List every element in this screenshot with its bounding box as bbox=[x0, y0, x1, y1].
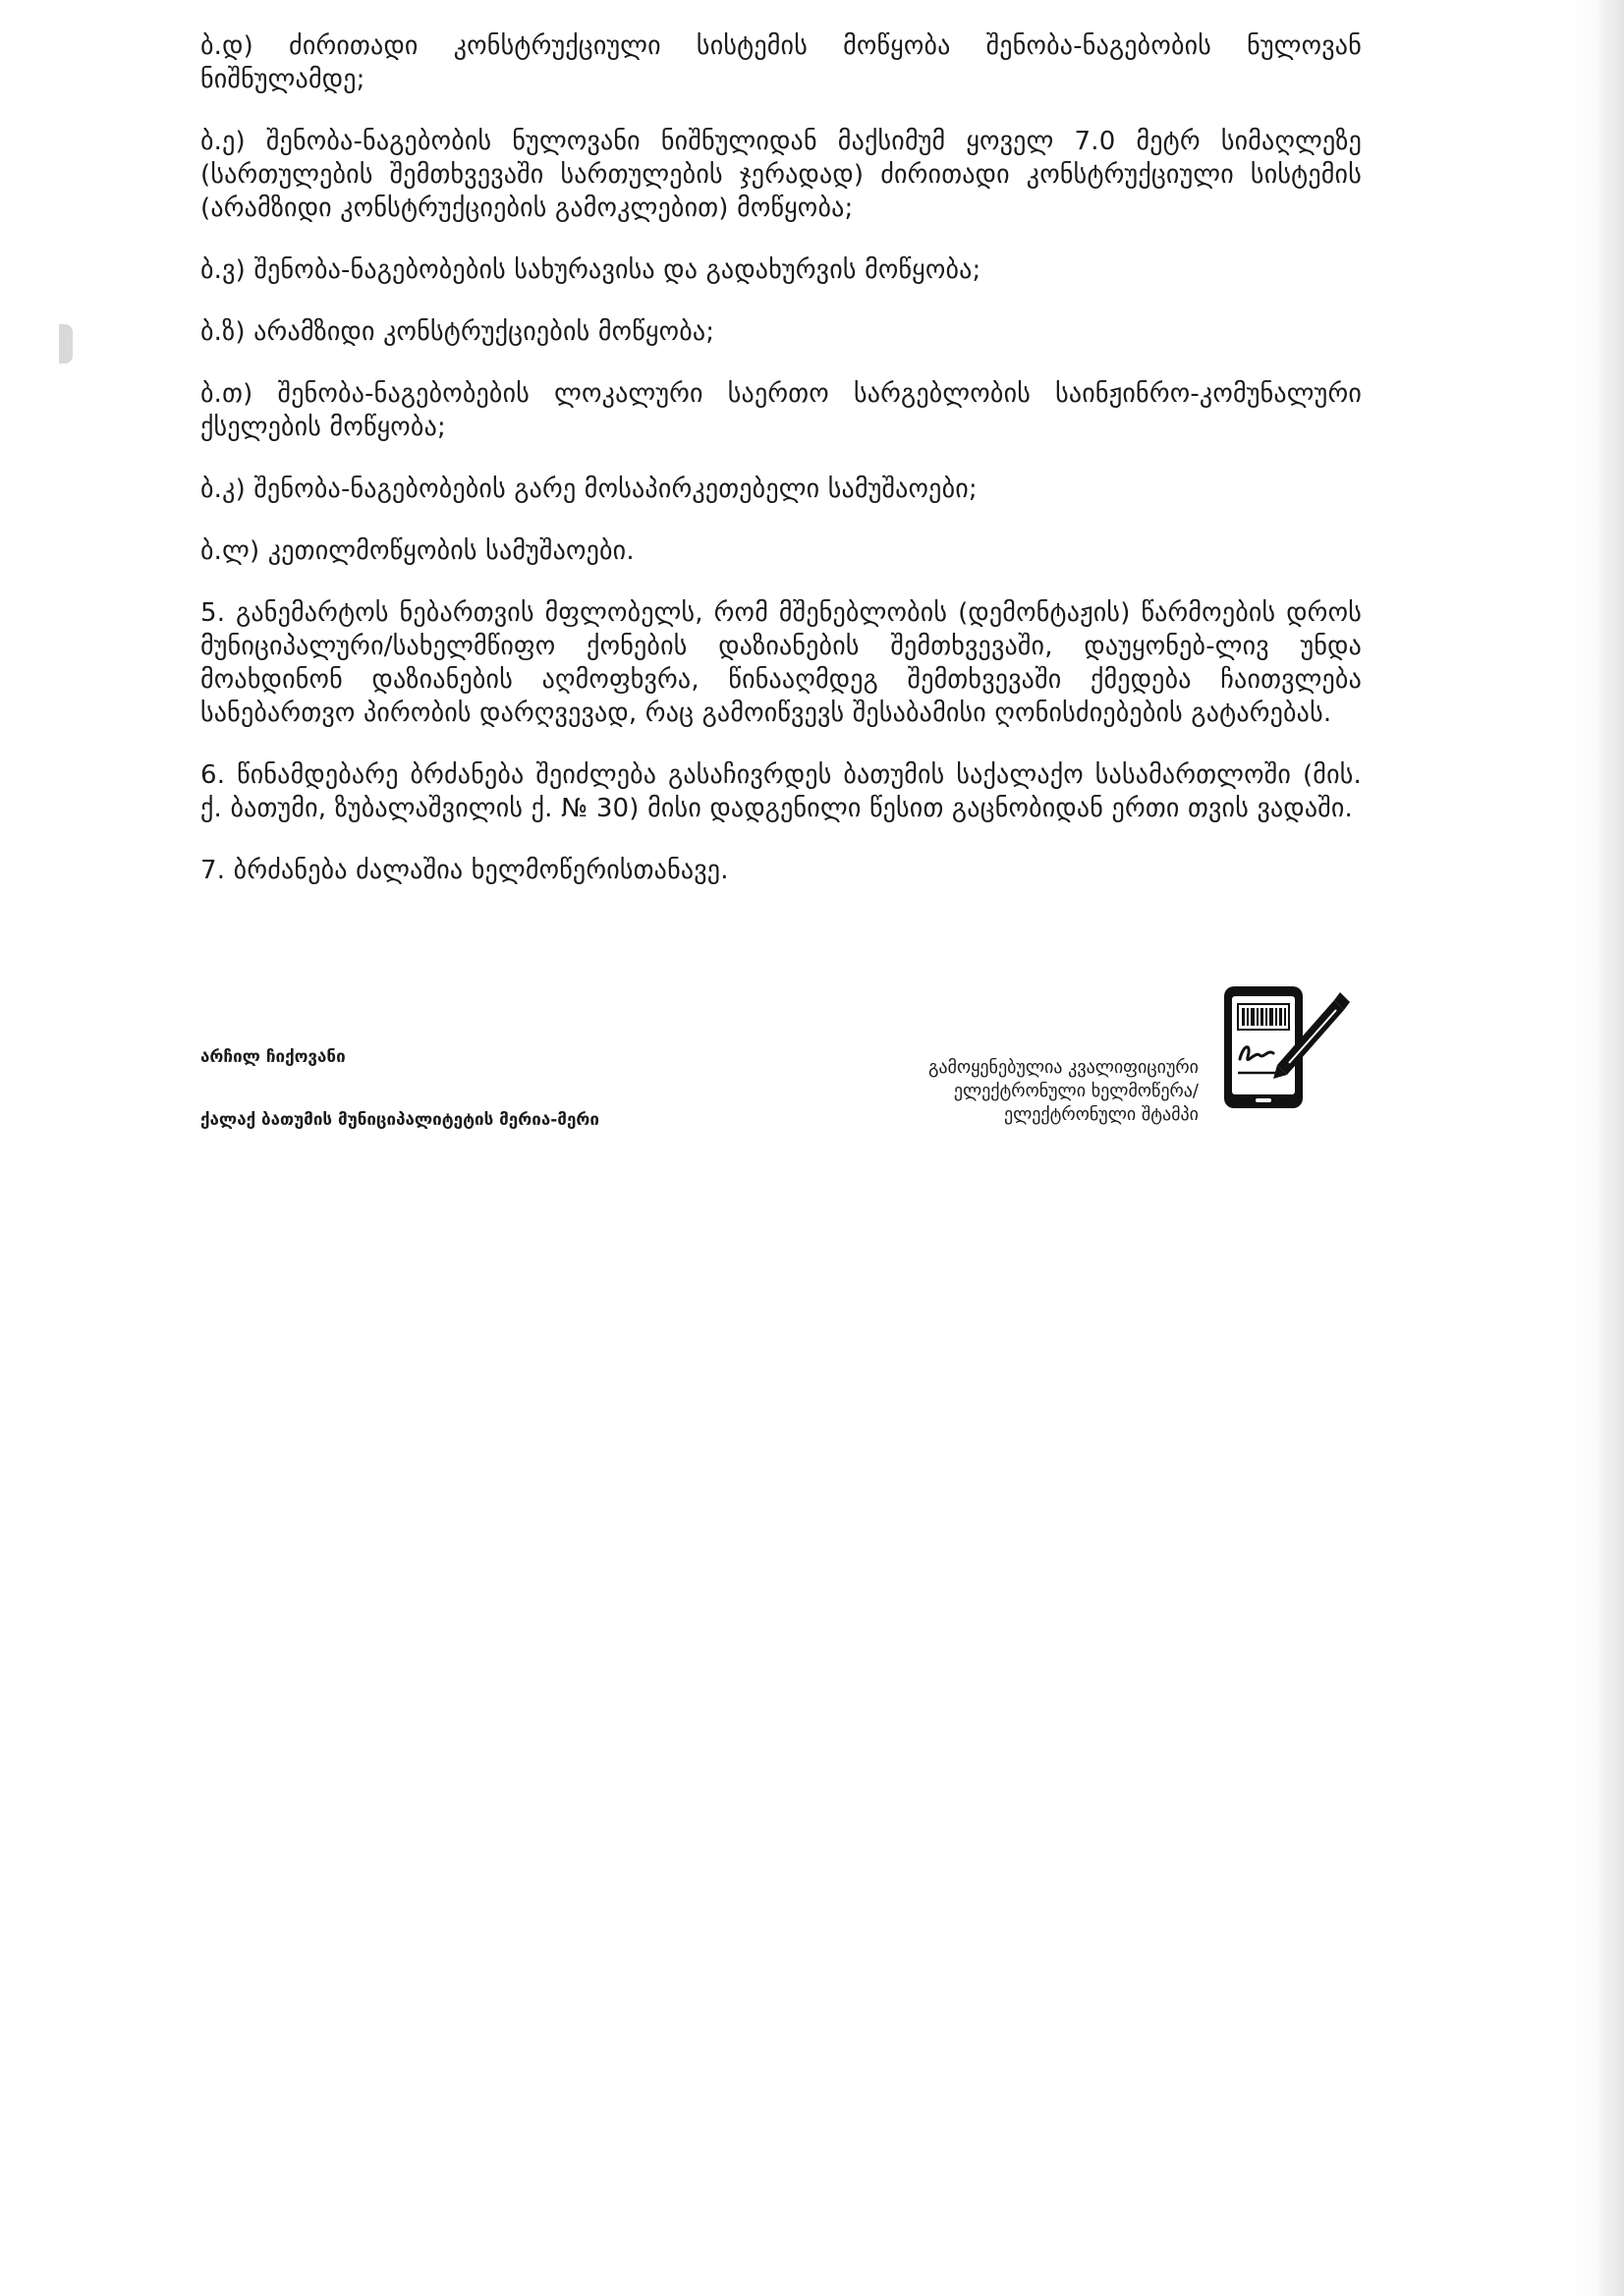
paragraph-b-e: ბ.ე) შენობა-ნაგებობის ნულოვანი ნიშნულიდან მაქსიმუმ ყოველ 7.0 მეტრ სიმაღლეზე (სართულების შემთხვევაში სართულების ჯერადად) ძირითადი კონსტრუქციული სისტემის (არამზიდი კონსტრუქციების გამოკლებით) მოწყობა; bbox=[200, 127, 1362, 223]
paragraph-b-k: ბ.კ) შენობა-ნაგებობების გარე მოსაპირკეთებელი სამუშაოები; bbox=[200, 475, 978, 504]
signatory-name: არჩილ ჩიქოვანი bbox=[200, 1047, 346, 1067]
paragraph-7: 7. ბრძანება ძალაშია ხელმოწერისთანავე. bbox=[200, 856, 729, 885]
e-signature-caption bbox=[825, 1056, 1199, 1127]
paragraph-b-d: ბ.დ) ძირითადი კონსტრუქციული სისტემის მოწყობა შენობა-ნაგებობის ნულოვან ნიშნულამდე; bbox=[200, 31, 1362, 94]
e-signature-line-1: გამოყენებულია კვალიფიციური bbox=[927, 1057, 1199, 1078]
signatory-block bbox=[200, 1046, 599, 1172]
document-body bbox=[200, 29, 1362, 916]
paragraph-6: 6. წინამდებარე ბრძანება შეიძლება გასაჩივრდეს ბათუმის საქალაქო სასამართლოში (მის. ქ. ბათუმი, ზუბალაშვილის ქ. № 30) მისი დადგენილი წესით გაცნობიდან ერთი თვის ვადაში. bbox=[200, 760, 1362, 823]
scan-edge-shadow bbox=[1596, 0, 1624, 2296]
tablet-signature-icon bbox=[1218, 982, 1356, 1112]
paragraph-b-t: ბ.თ) შენობა-ნაგებობების ლოკალური საერთო სარგებლობის საინჟინრო-კომუნალური ქსელების მოწყობა; bbox=[200, 379, 1362, 442]
paragraph-5: 5. განემარტოს ნებართვის მფლობელს, რომ მშენებლობის (დემონტაჟის) წარმოების დროს მუნიციპალური/სახელმწიფო ქონების დაზიანების შემთხვევაში, დაუყონებ-ლივ უნდა მოახდინონ დაზიანების აღმოფხვრა, წინააღმდეგ შემთხვევაში ქმედება ჩაითვლება სანებართვო პირობის დარღვევად, რაც გამოიწვევს შესაბამისი ღონისძიებების გატარებას. bbox=[200, 598, 1362, 728]
e-signature-line-3: ელექტრონული შტამპი bbox=[1003, 1104, 1199, 1125]
binder-hole-mark bbox=[59, 324, 73, 364]
e-signature-line-2: ელექტრონული ხელმოწერა/ bbox=[953, 1081, 1199, 1101]
paragraph-b-v: ბ.ვ) შენობა-ნაგებობების სახურავისა და გადახურვის მოწყობა; bbox=[200, 255, 981, 285]
paragraph-b-l: ბ.ლ) კეთილმოწყობის სამუშაოები. bbox=[200, 536, 635, 566]
signatory-position: ქალაქ ბათუმის მუნიციპალიტეტის მერია-მერი bbox=[200, 1110, 599, 1130]
paragraph-b-z: ბ.ზ) არამზიდი კონსტრუქციების მოწყობა; bbox=[200, 317, 715, 347]
